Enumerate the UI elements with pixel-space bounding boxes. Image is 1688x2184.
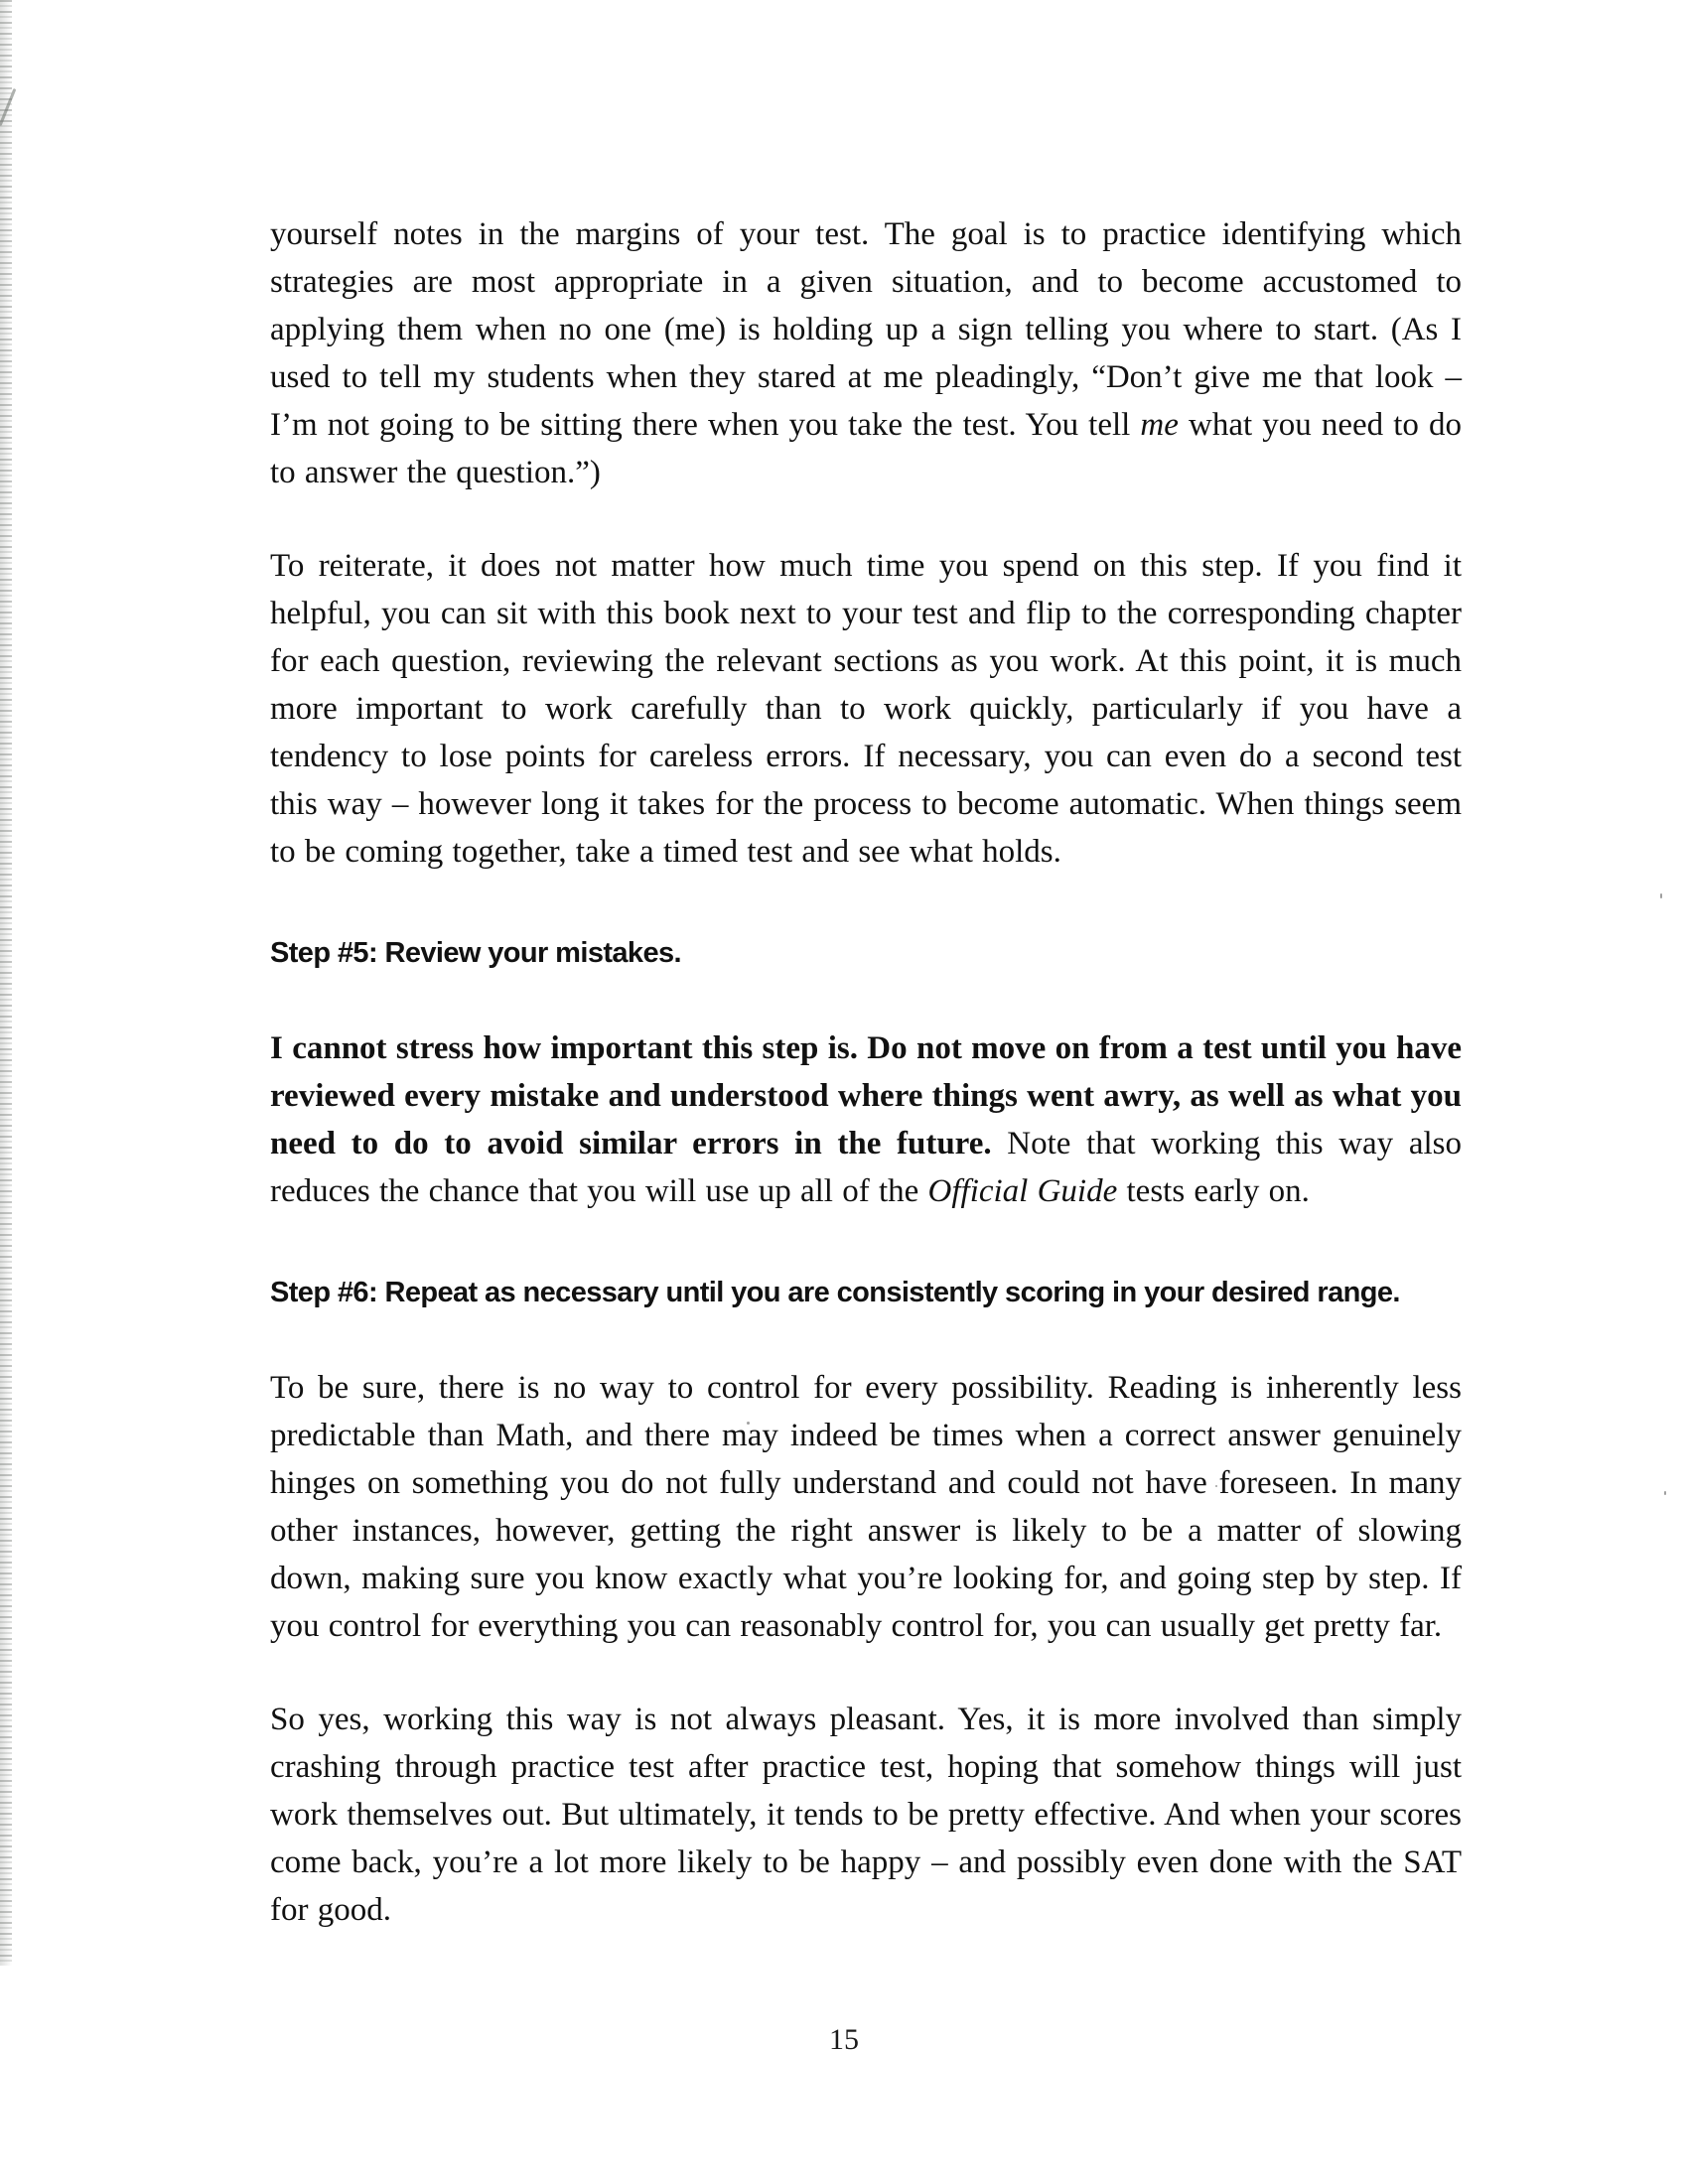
scan-edge-artifact [0,0,12,1966]
paragraph-so-yes: So yes, working this way is not always pleasant. Yes, it is more involved than simply crashing through practice test after practice test, hoping that somehow things will just work themselves out. But ultimately, it tends to be pretty effective. And when your scores come back, you’re a lot more likely to be happy – and possibly even done with the SAT for good. [270,1702,1462,1928]
paragraph-text: tests early on. [1117,1173,1310,1209]
paragraph-text: what you need to do to answer the question.”) [270,407,1463,490]
paragraph-reiterate: To reiterate, it does not matter how much time you spend on this step. If you find it helpful, you can sit with this book next to your test and flip to the corresponding chapter for each question, reviewing the relevant sections as you work. At this point, it is much more important to work carefully than to work quickly, particularly if you have a tendency to lose points for careless errors. If necessary, you can even do a second test this way – however long it takes for the process to become automatic. When things seem to be coming together, take a timed test and see what holds. [270,548,1462,870]
paragraph-text: yourself notes in the margins of your test. The goal is to practice identifying which strategies are most appropriate in a given situation, and to become accustomed to applying them when no one (me) is holding up a sign telling you where to start. (As I used to tell my students when they stared at me pleadingly, “Don’t give me that look – I’m not going to be sitting there when you take the test. You tell [270,216,1462,443]
page-content [270,210,1462,1979]
scan-speck [1664,1491,1666,1495]
italic-book-title: Official Guide [927,1173,1118,1209]
page-number: 15 [829,2023,859,2056]
paragraph-to-be-sure: To be sure, there is no way to control for every possibility. Reading is inherently less predictable than Math, and there may indeed be times when a correct answer genuinely hinges on something you do not fully understand and could not have foreseen. In many other instances, however, getting the right answer is likely to be a matter of slowing down, making sure you know exactly what you’re looking for, and going step by step. If you control for everything you can reasonably control for, you can usually get pretty far. [270,1370,1462,1644]
scan-speck [1660,893,1662,898]
bold-text: I cannot stress how important this step is. Do not move on from a test until you have reviewed every mistake and understood where things went awry, as well as what you need to do to avoid similar errors in the future. [270,1030,1462,1161]
step-6-heading: Step #6: Repeat as necessary until you are consistently scoring in your desired range. [270,1277,1400,1308]
paragraph-review-mistakes [270,1024,1462,1215]
step-5-heading: Step #5: Review your mistakes. [270,937,681,969]
paragraph-text: Note that working this way also reduces the chance that you will use up all of the [270,1126,1462,1209]
paragraph-continuation [270,210,1462,496]
italic-word: me [1140,407,1179,443]
